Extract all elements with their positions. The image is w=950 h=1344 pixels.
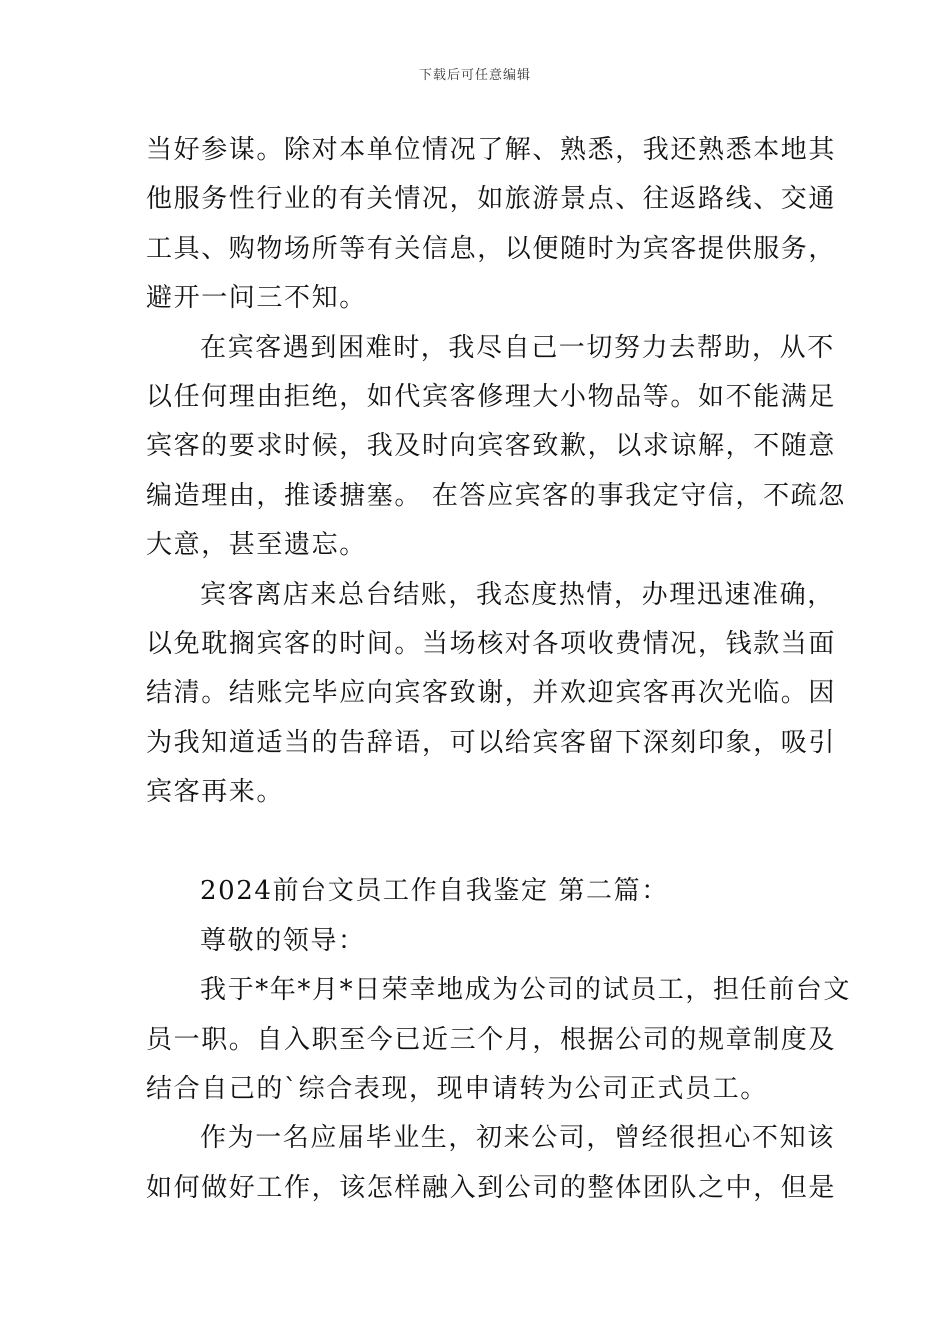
text-line: 为我知道适当的告辞语，可以给宾客留下深刻印象，吸引 bbox=[146, 727, 837, 758]
section-gap bbox=[146, 817, 808, 867]
text-line: 员一职。自入职至今已近三个月，根据公司的规章制度及 bbox=[146, 1024, 837, 1055]
text-line: 在宾客遇到困难时，我尽自己一切努力去帮助，从不 bbox=[200, 332, 835, 363]
text-line: 尊敬的领导： bbox=[200, 925, 366, 956]
text-line: 结合自己的`综合表现，现申请转为公司正式员工。 bbox=[146, 1074, 768, 1105]
text-line: 2024前台文员工作自我鉴定 第二篇： bbox=[200, 876, 669, 907]
text-line: 结清。结账完毕应向宾客致谢，并欢迎宾客再次光临。因 bbox=[146, 678, 837, 709]
text-line: 宾客再来。 bbox=[146, 777, 285, 808]
text-line: 以免耽搁宾客的时间。当场核对各项收费情况，钱款当面 bbox=[146, 628, 837, 659]
text-line: 避开一问三不知。 bbox=[146, 283, 367, 314]
text-line: 以任何理由拒绝，如代宾客修理大小物品等。如不能满足 bbox=[146, 381, 837, 412]
text-line: 大意，甚至遗忘。 bbox=[146, 530, 367, 561]
text-line: 工具、购物场所等有关信息，以便随时为宾客提供服务， bbox=[146, 233, 837, 264]
page-header: 下载后可任意编辑 bbox=[418, 68, 531, 83]
text-line: 如何做好工作，该怎样融入到公司的整体团队之中，但是 bbox=[146, 1172, 837, 1203]
text-line: 当好参谋。除对本单位情况了解、熟悉，我还熟悉本地其 bbox=[146, 135, 837, 165]
text-line: 编造理由，推诿搪塞。 在答应宾客的事我定守信，不疏忽 bbox=[146, 480, 846, 511]
text-line: 我于*年*月*日荣幸地成为公司的试员工，担任前台文 bbox=[200, 975, 852, 1006]
text-line: 宾客的要求时候，我及时向宾客致歉，以求谅解，不随意 bbox=[146, 431, 837, 462]
document-body bbox=[146, 126, 852, 1213]
text-line: 宾客离店来总台结账，我态度热情，办理迅速准确， bbox=[200, 579, 835, 610]
text-line: 作为一名应届毕业生，初来公司，曾经很担心不知该 bbox=[200, 1123, 835, 1154]
text-line: 他服务性行业的有关情况，如旅游景点、往返路线、交通 bbox=[146, 184, 837, 215]
